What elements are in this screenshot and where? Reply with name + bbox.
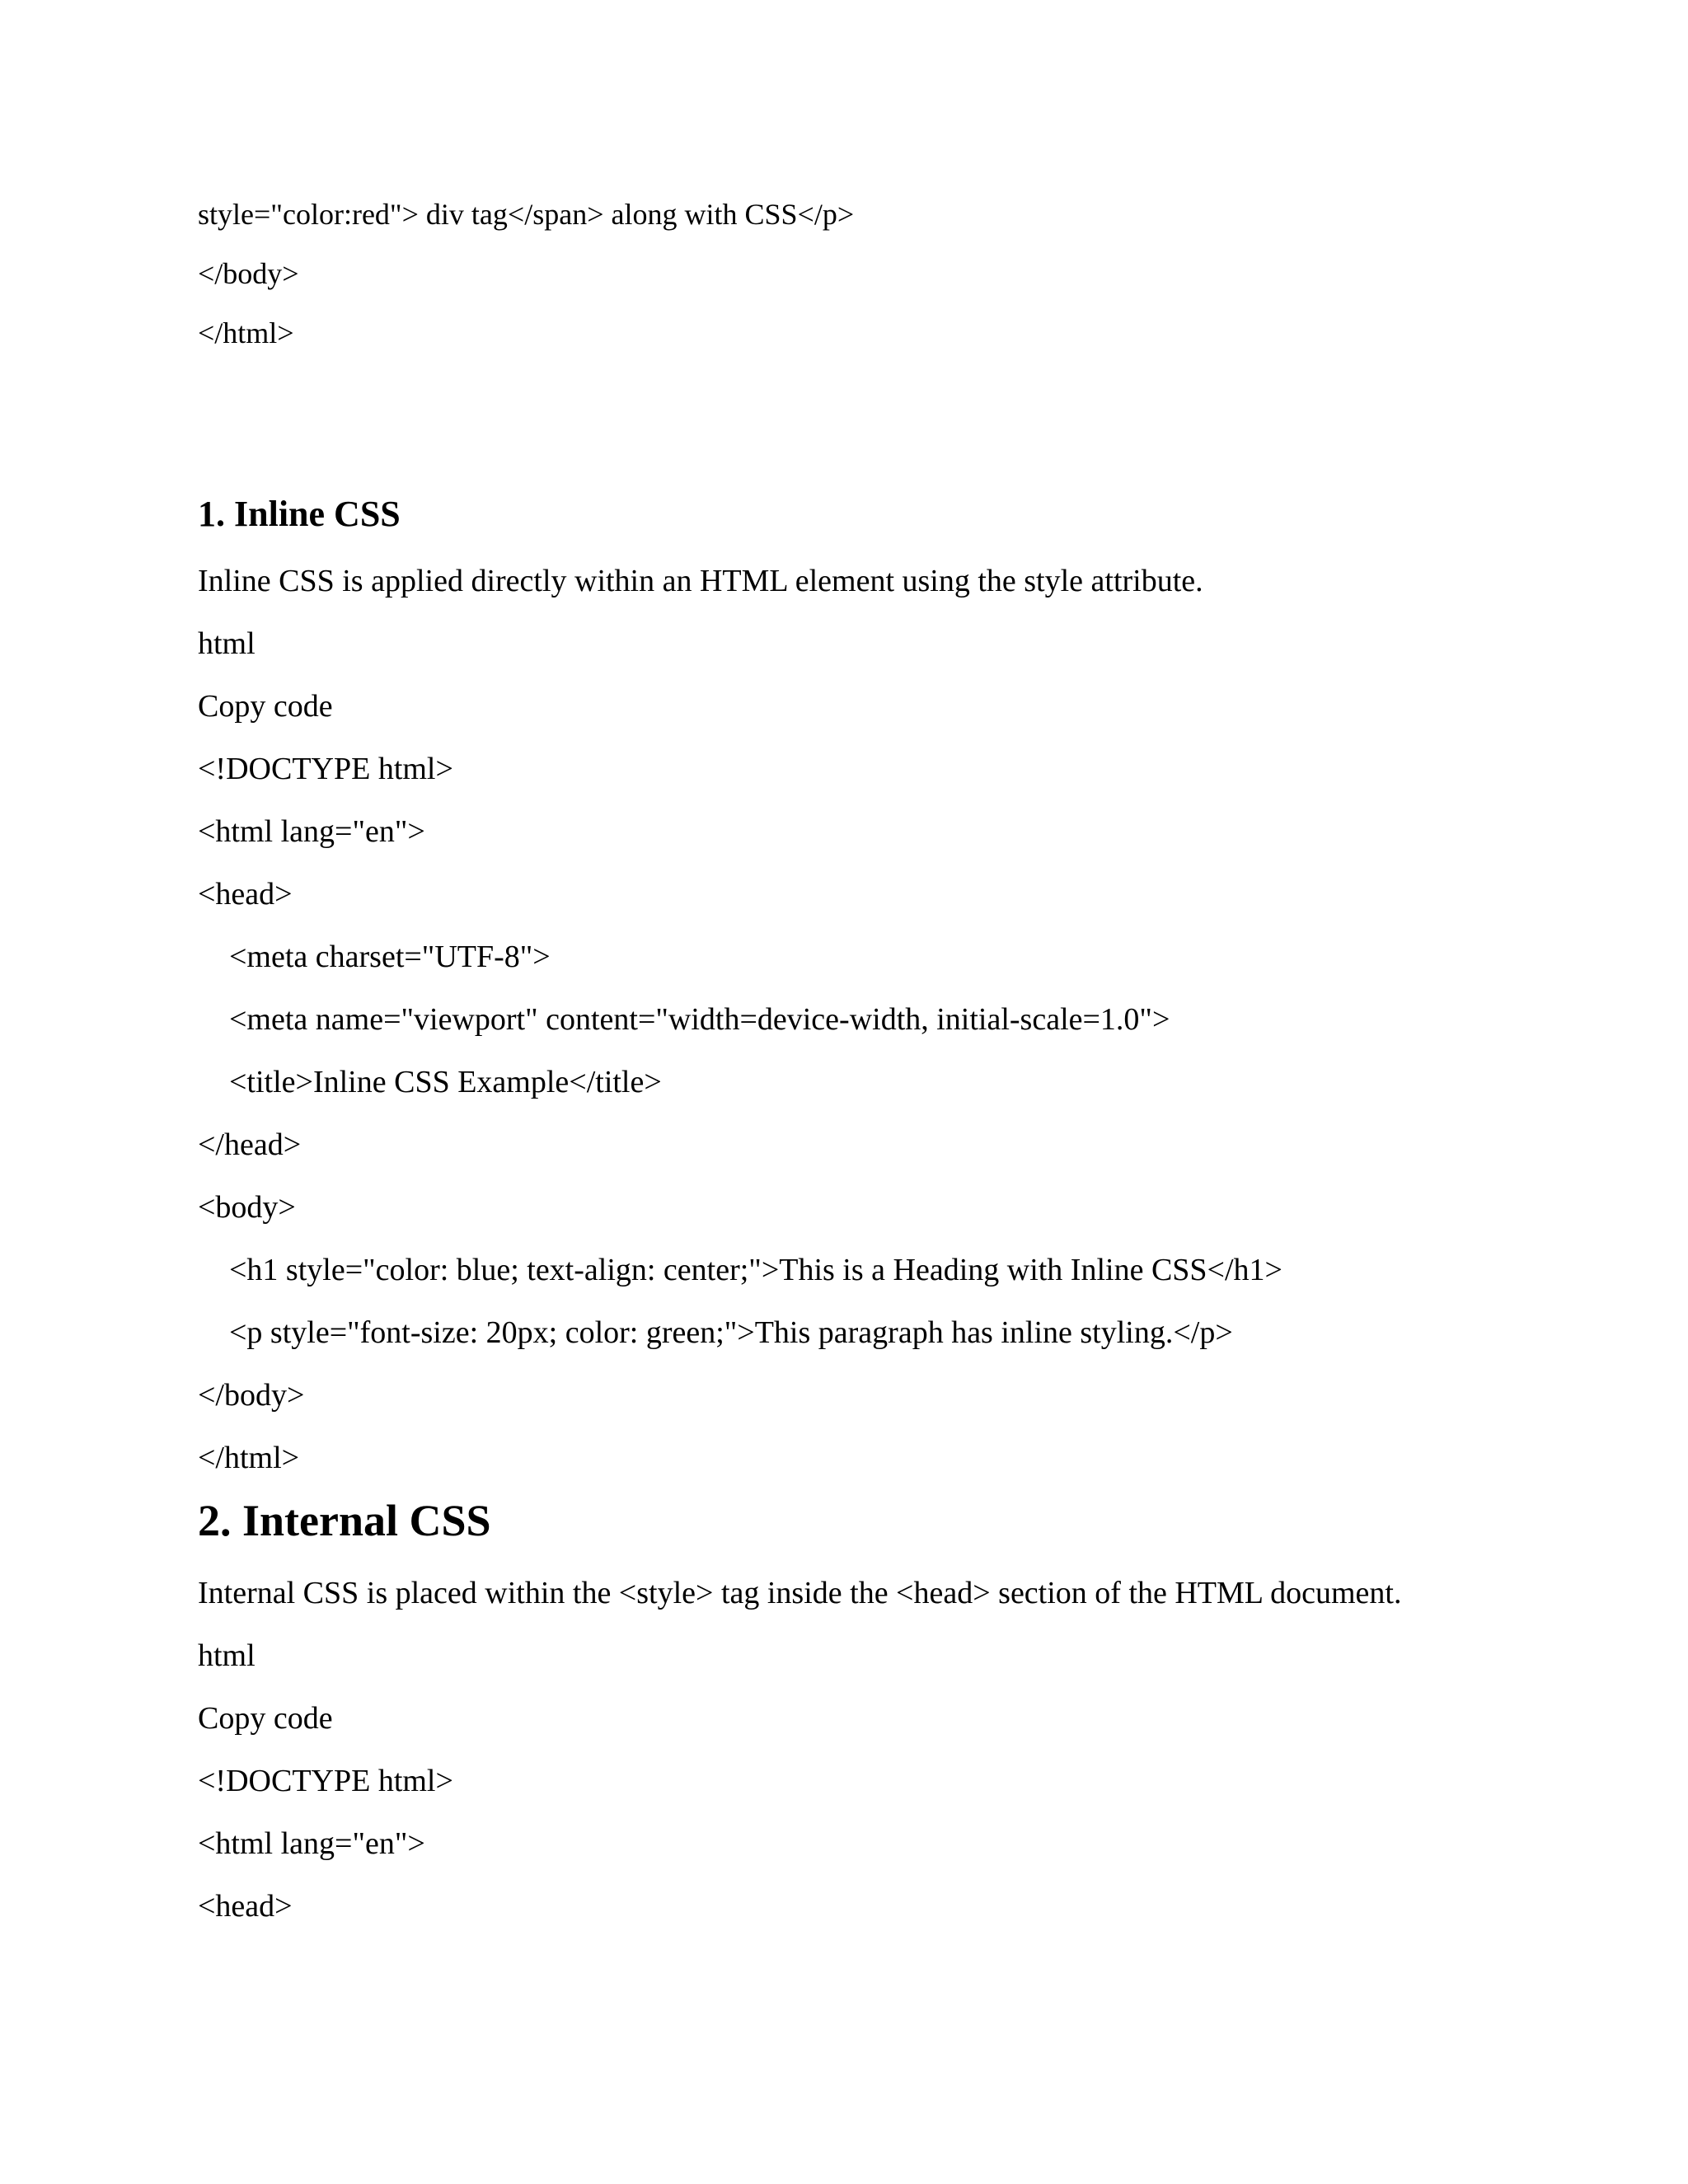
code-line: </head> [198, 1127, 302, 1162]
code-line: <!DOCTYPE html> [198, 752, 453, 786]
code-line: <!DOCTYPE html> [198, 1764, 453, 1798]
code-line: </body> [198, 1378, 305, 1413]
code-line: style="color:red"> div tag</span> along with CSS</p> [198, 198, 855, 231]
copy-code-label: Copy code [198, 1701, 333, 1736]
section-description: Internal CSS is placed within the <style> tag inside the <head> section of the HTML document. [198, 1576, 1402, 1610]
code-line: <head> [198, 877, 293, 912]
code-language-label: html [198, 626, 256, 661]
code-line: <body> [198, 1190, 296, 1225]
code-line: <html lang="en"> [198, 814, 425, 849]
code-line: <h1 style="color: blue; text-align: center;">This is a Heading with Inline CSS</h1> [229, 1253, 1282, 1287]
section-heading-internal-css: 2. Internal CSS [198, 1496, 491, 1545]
section-heading-inline-css: 1. Inline CSS [198, 494, 401, 534]
code-line: <head> [198, 1889, 293, 1924]
code-line: <p style="font-size: 20px; color: green;">This paragraph has inline styling.</p> [229, 1315, 1233, 1350]
copy-code-label: Copy code [198, 689, 333, 724]
code-line: <meta name="viewport" content="width=device-width, initial-scale=1.0"> [229, 1002, 1170, 1037]
code-line: <meta charset="UTF-8"> [229, 940, 551, 974]
code-line: <title>Inline CSS Example</title> [229, 1065, 662, 1099]
code-line: </body> [198, 257, 299, 290]
section-description: Inline CSS is applied directly within an HTML element using the style attribute. [198, 564, 1203, 598]
code-line: </html> [198, 1441, 300, 1475]
code-line: <html lang="en"> [198, 1826, 425, 1861]
code-line: </html> [198, 316, 294, 349]
code-language-label: html [198, 1638, 256, 1673]
